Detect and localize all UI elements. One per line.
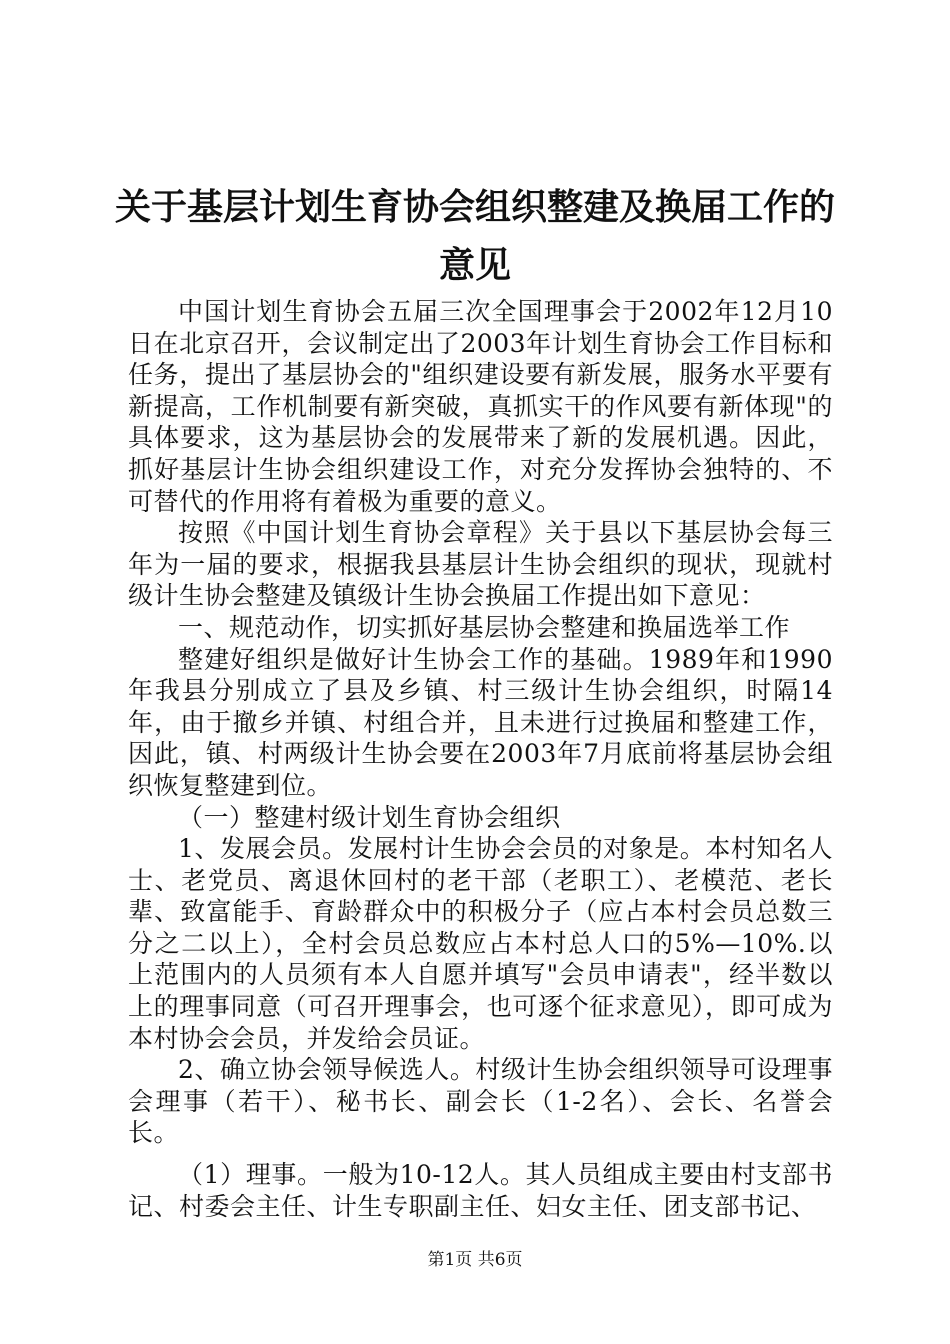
page-footer: 第1页 共6页 (427, 1250, 523, 1270)
paragraph-leaders: 2、确立协会领导候选人。村级计生协会组织领导可设理事会理事（若干）、秘书长、副会长（1-2名）、会长、名誉会长。 (128, 1055, 833, 1148)
section-heading-1: 一、规范动作，切实抓好基层协会整建和换届选举工作 (178, 612, 791, 642)
paragraph-members: 1、发展会员。发展村计生协会会员的对象是。本村知名人士、老党员、离退休回村的老干部（老职工）、老模范、老长辈、致富能手、育龄群众中的积极分子（应占本村会员总数三分之二以上），全村会员总数应占本村总人口的5%—10%.以上范围内的人员须有本人自愿并填写"会员申请表"，经半数以上的理事同意（可召开理事会，也可逐个征求意见），即可成为本村协会会员，并发给会员证。 (128, 834, 833, 1053)
paragraph-intro: 中国计划生育协会五届三次全国理事会于2002年12月10日在北京召开，会议制定出了2003年计划生育协会工作目标和任务，提出了基层协会的"组织建设要有新发展，服务水平要有新提高，工作机制要有新突破，真抓实干的作风要有新体现"的具体要求，这为基层协会的发展带来了新的发展机遇。因此，抓好基层计生协会组织建设工作，对充分发挥协会独特的、不可替代的作用将有着极为重要的意义。 (128, 297, 833, 516)
document-body (128, 296, 833, 1222)
paragraph-basis: 按照《中国计划生育协会章程》关于县以下基层协会每三年为一届的要求，根据我县基层计生协会组织的现状，现就村级计生协会整建及镇级计生协会换届工作提出如下意见： (128, 518, 833, 611)
paragraph-foundation: 整建好组织是做好计生协会工作的基础。1989年和1990年我县分别成立了县及乡镇、村三级计生协会组织，时隔14年，由于撤乡并镇、村组合并，且未进行过换届和整建工作，因此，镇、村两级计生协会要在2003年7月底前将基层协会组织恢复整建到位。 (128, 644, 833, 800)
paragraph-directors: （1）理事。一般为10-12人。其人员组成主要由村支部书记、村委会主任、计生专职副主任、妇女主任、团支部书记、 (128, 1160, 833, 1221)
document-title-line2: 意见 (438, 245, 511, 286)
document-title-line1: 关于基层计划生育协会组织整建及换届工作的 (114, 187, 835, 228)
subsection-heading-1: （一）整建村级计划生育协会组织 (178, 802, 561, 832)
